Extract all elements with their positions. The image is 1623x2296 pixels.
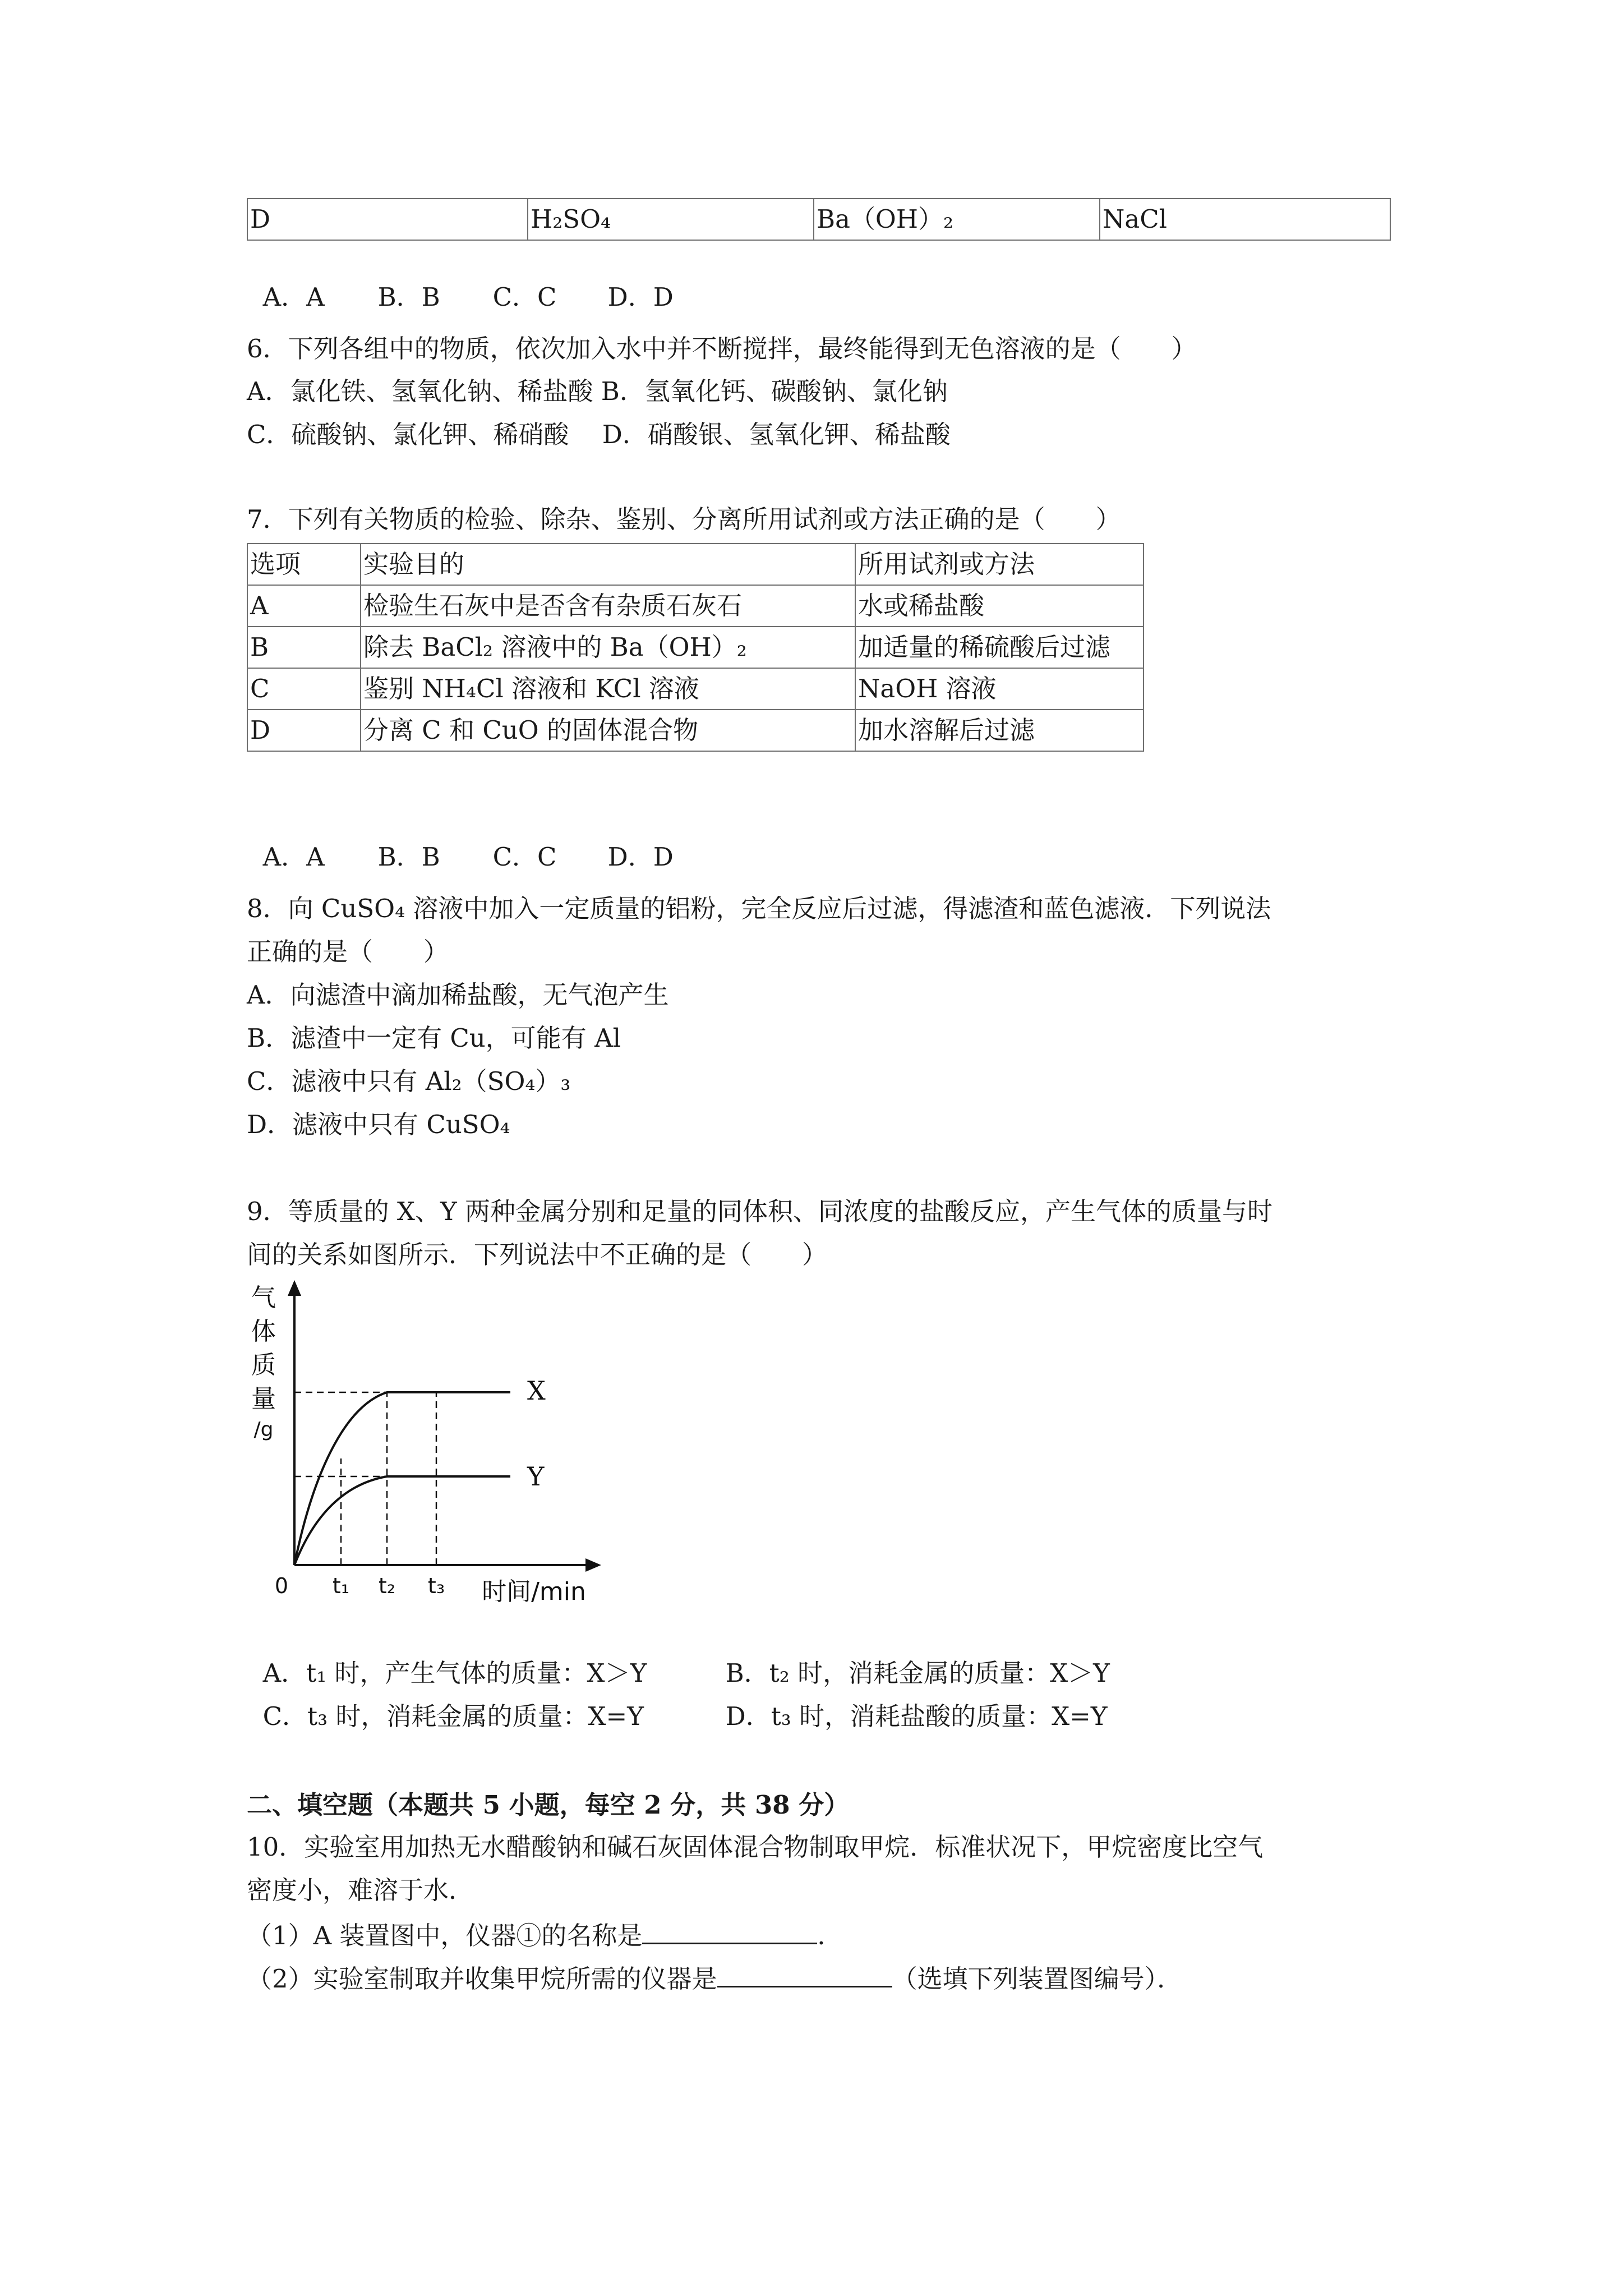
y-label-char: 质 bbox=[251, 1351, 276, 1379]
tick-label-t3: t₃ bbox=[427, 1573, 445, 1598]
table-header: 所用试剂或方法 bbox=[855, 544, 1144, 585]
q10-stem-line1: 10．实验室用加热无水醋酸钠和碱石灰固体混合物制取甲烷．标准状况下，甲烷密度比空气 bbox=[247, 1832, 1264, 1862]
table-row bbox=[247, 668, 1144, 710]
section-2-title: 二、填空题（本题共 5 小题，每空 2 分，共 38 分） bbox=[247, 1790, 850, 1820]
y-label-char: 体 bbox=[251, 1317, 276, 1346]
table-header: 实验目的 bbox=[361, 544, 855, 585]
q8-option-d: D．滤液中只有 CuSO₄ bbox=[247, 1110, 510, 1139]
table-cell: 加适量的稀硫酸后过滤 bbox=[855, 627, 1144, 668]
option-d: D．D bbox=[607, 282, 674, 312]
table-cell: 水或稀盐酸 bbox=[855, 585, 1144, 627]
series-y-label: Y bbox=[527, 1461, 545, 1492]
table-row bbox=[247, 627, 1144, 668]
series-x-line bbox=[294, 1392, 510, 1565]
option-c: C．C bbox=[492, 282, 557, 312]
q10-part-1-text: （1）A 装置图中，仪器①的名称是 bbox=[247, 1921, 643, 1950]
q6-options-ab: A．氯化铁、氢氧化钠、稀盐酸 B．氢氧化钙、碳酸钠、氯化钠 bbox=[247, 376, 948, 406]
option-b: B．t₂ 时，消耗金属的质量：X＞Y bbox=[725, 1658, 1110, 1688]
table-row bbox=[247, 199, 1390, 240]
q9-options-cd bbox=[247, 1666, 1108, 1733]
q8-option-b: B．滤渣中一定有 Cu，可能有 Al bbox=[247, 1023, 621, 1053]
table-cell: C bbox=[247, 668, 361, 710]
option-d: D．t₃ 时，消耗盐酸的质量：X=Y bbox=[725, 1701, 1108, 1731]
q7-table bbox=[247, 543, 1144, 752]
q9-stem-line2: 间的关系如图所示．下列说法中不正确的是（ ） bbox=[247, 1240, 828, 1269]
table-row bbox=[247, 710, 1144, 751]
y-label-char: 量 bbox=[251, 1384, 276, 1413]
q9-stem-line1: 9．等质量的 X、Y 两种金属分别和足量的同体积、同浓度的盐酸反应，产生气体的质量与时 bbox=[247, 1197, 1272, 1226]
series-x-label: X bbox=[527, 1375, 546, 1406]
answer-blank-2[interactable] bbox=[717, 1960, 892, 1987]
table-cell: 鉴别 NH₄Cl 溶液和 KCl 溶液 bbox=[361, 668, 855, 710]
q10-part-2-text: （2）实验室制取并收集甲烷所需的仪器是 bbox=[247, 1964, 717, 1994]
q5-options bbox=[247, 247, 674, 314]
series-y-line bbox=[294, 1476, 510, 1565]
option-b: B．B bbox=[377, 842, 440, 872]
answer-blank-1[interactable] bbox=[642, 1917, 817, 1944]
option-c: C．t₃ 时，消耗金属的质量：X=Y bbox=[262, 1701, 644, 1731]
q8-option-c: C．滤液中只有 Al₂（SO₄）₃ bbox=[247, 1066, 571, 1096]
q8-stem-line2: 正确的是（ ） bbox=[247, 937, 449, 967]
table-cell: 检验生石灰中是否含有杂质石灰石 bbox=[361, 585, 855, 627]
gas-mass-time-chart bbox=[247, 1273, 617, 1616]
q8-stem-line1: 8．向 CuSO₄ 溶液中加入一定质量的铝粉，完全反应后过滤，得滤渣和蓝色滤液．下列说法 bbox=[247, 894, 1271, 923]
q10-part-2 bbox=[247, 1960, 1182, 1996]
y-label-char: /g bbox=[253, 1418, 274, 1441]
table-cell: D bbox=[247, 199, 528, 240]
table-cell: 除去 BaCl₂ 溶液中的 Ba（OH）₂ bbox=[361, 627, 855, 668]
table-header-row bbox=[247, 544, 1144, 585]
table-cell: H₂SO₄ bbox=[528, 199, 814, 240]
option-a: A．A bbox=[262, 842, 325, 872]
top-table bbox=[247, 198, 1391, 241]
table-cell: Ba（OH）₂ bbox=[814, 199, 1100, 240]
q6-stem: 6．下列各组中的物质，依次加入水中并不断搅拌，最终能得到无色溶液的是（ ） bbox=[247, 334, 1197, 364]
q7-options bbox=[247, 807, 674, 874]
x-axis-label: 时间/min bbox=[482, 1577, 586, 1606]
table-header: 选项 bbox=[247, 544, 361, 585]
table-cell: NaCl bbox=[1100, 199, 1390, 240]
q10-part-2-end: （选填下列装置图编号）． bbox=[892, 1964, 1183, 1994]
q7-stem: 7．下列有关物质的检验、除杂、鉴别、分离所用试剂或方法正确的是（ ） bbox=[247, 504, 1121, 534]
option-b: B．B bbox=[377, 282, 440, 312]
table-cell: A bbox=[247, 585, 361, 627]
option-a: A．t₁ 时，产生气体的质量：X＞Y bbox=[262, 1658, 647, 1688]
q10-part-1 bbox=[247, 1917, 842, 1953]
q8-option-a: A．向滤渣中滴加稀盐酸，无气泡产生 bbox=[247, 980, 669, 1010]
origin-label: 0 bbox=[274, 1573, 289, 1598]
x-axis-arrow bbox=[585, 1558, 601, 1572]
table-cell: 加水溶解后过滤 bbox=[855, 710, 1144, 751]
table-cell: NaOH 溶液 bbox=[855, 668, 1144, 710]
chart-y-axis-label bbox=[251, 1283, 276, 1441]
table-cell: 分离 C 和 CuO 的固体混合物 bbox=[361, 710, 855, 751]
q10-part-1-end: ． bbox=[817, 1921, 843, 1950]
q6-options-cd: C．硫酸钠、氯化钾、稀硝酸 D．硝酸银、氢氧化钾、稀盐酸 bbox=[247, 420, 951, 449]
y-axis-arrow bbox=[288, 1280, 301, 1296]
option-d: D．D bbox=[607, 842, 674, 872]
table-cell: D bbox=[247, 710, 361, 751]
option-a: A．A bbox=[262, 282, 325, 312]
y-label-char: 气 bbox=[251, 1283, 276, 1312]
tick-label-t1: t₁ bbox=[332, 1573, 350, 1598]
table-cell: B bbox=[247, 627, 361, 668]
q10-stem-line2: 密度小，难溶于水． bbox=[247, 1875, 474, 1905]
table-row bbox=[247, 585, 1144, 627]
option-c: C．C bbox=[492, 842, 557, 872]
tick-label-t2: t₂ bbox=[378, 1573, 396, 1598]
